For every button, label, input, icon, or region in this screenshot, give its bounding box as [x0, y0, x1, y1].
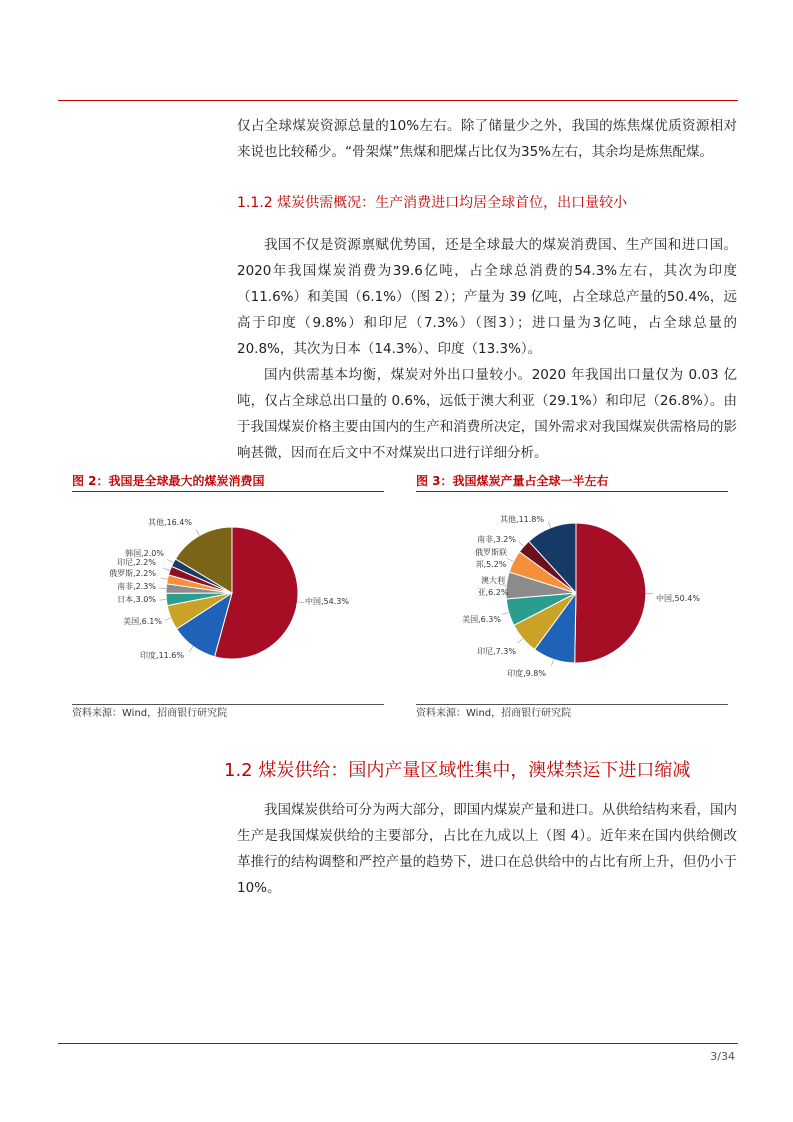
paragraph-supply: 我国煤炭供给可分为两大部分，即国内煤炭产量和进口。从供给结构来看，国内生产是我国煤炭供给的主要部分，占比在九成以上（图 4）。近年来在国内供给侧改革推行的结构调整和严控产量的趋势下，进口在总供给中的占比有所上升，但仍小于 10%。 — [237, 802, 737, 896]
leader-line-1 — [189, 646, 193, 652]
pie-label-8: 其他,16.4% — [148, 518, 192, 527]
pie-slice-0 — [575, 523, 646, 663]
pie-label-2: 美国,6.1% — [123, 617, 162, 626]
pie-label-7: 其他,11.8% — [500, 515, 544, 524]
figure-2-source-rule — [72, 704, 384, 705]
paragraph-export: 国内供需基本均衡，煤炭对外出口量较小。2020 年我国出口量仅为 0.03 亿吨，仅占全球总出口量的 0.6%，远低于澳大利亚（29.1%）和印尼（26.8%）。由于我国煤炭价格主要由国内的生产和消费所决定，国外需求对我国煤炭供需格局的影响甚微，因而在后文中不对煤炭出口进行详细分析。 — [237, 367, 737, 461]
leader-line-5 — [507, 558, 513, 561]
pie-label-0: 中国,50.4% — [656, 594, 700, 603]
leader-line-1 — [551, 659, 553, 666]
section-heading-1-1-2: 1.1.2 煤炭供需概况：生产消费进口均居全球首位，出口量较小 — [237, 195, 628, 211]
pie-label-0: 中国,54.3% — [305, 597, 349, 606]
pie-label-6: 南非,3.2% — [477, 535, 516, 544]
pie-label-5: 俄罗斯联邦,5.2% — [475, 548, 507, 569]
pie-label-3: 日本,3.0% — [117, 595, 156, 604]
leader-line-2 — [518, 639, 523, 644]
leader-line-7 — [167, 559, 173, 562]
leader-line-8 — [196, 529, 199, 535]
figure-3-rule — [416, 491, 728, 492]
figure-2-title: 图 2：我国是全球最大的煤炭消费国 — [72, 474, 265, 488]
leader-line-3 — [159, 600, 166, 601]
section-heading-1-2: 1.2 煤炭供给：国内产量区域性集中，澳煤禁运下进口缩减 — [224, 760, 691, 781]
figure-2-source: 资料来源：Wind，招商银行研究院 — [72, 708, 228, 719]
pie-label-1: 印度,9.8% — [507, 669, 546, 678]
intro-paragraph: 仅占全球煤炭资源总量的10%左右。除了储量少之外，我国的炼焦煤优质资源相对来说也比较稀少。“骨架煤”焦煤和肥煤占比仅为35%左右，其余均是炼焦配煤。 — [237, 118, 737, 160]
figure-3-source-rule — [416, 704, 728, 705]
leader-line-6 — [163, 568, 170, 570]
header-rule — [58, 100, 738, 101]
leader-line-7 — [548, 521, 551, 528]
leader-line-2 — [164, 618, 170, 621]
pie-label-7: 韩国,2.0% — [125, 549, 164, 558]
figure-3-title: 图 3：我国煤炭产量占全球一半左右 — [416, 474, 609, 488]
figure-2-rule — [72, 491, 384, 492]
pie-label-6: 印尼,2.2% — [117, 558, 156, 567]
figure-2-pie-chart — [72, 495, 384, 702]
pie-label-4: 南非,2.3% — [117, 582, 156, 591]
figure-3-source: 资料来源：Wind，招商银行研究院 — [416, 708, 572, 719]
pie-label-4: 澳大利亚,6.2% — [477, 576, 509, 597]
pie-label-5: 俄罗斯,2.2% — [109, 569, 156, 578]
pie-label-3: 美国,6.3% — [462, 615, 501, 624]
pie-label-2: 印尼,7.3% — [477, 647, 516, 656]
paragraph-supply-demand: 我国不仅是资源禀赋优势国，还是全球最大的煤炭消费国、生产国和进口国。2020年我国煤炭消费为39.6亿吨，占全球总消费的54.3%左右，其次为印度（11.6%）和美国（6.1%）（图 2）；产量为 39 亿吨，占全球总产量的50.4%，远高于印度（9.8%）和印尼（7.3%）（图3）；进口量为3亿吨，占全球总量的 20.8%，其次为日本（14.3%）、印度（13.3%）。 — [237, 237, 737, 357]
leader-line-6 — [519, 542, 524, 547]
page-number: 3/34 — [710, 1050, 735, 1063]
leader-line-0 — [297, 602, 304, 603]
leader-line-5 — [161, 578, 168, 579]
leader-line-3 — [502, 612, 509, 614]
figure-3-pie-chart — [416, 495, 728, 702]
pie-label-1: 印度,11.6% — [140, 651, 184, 660]
footer-rule — [58, 1043, 738, 1044]
